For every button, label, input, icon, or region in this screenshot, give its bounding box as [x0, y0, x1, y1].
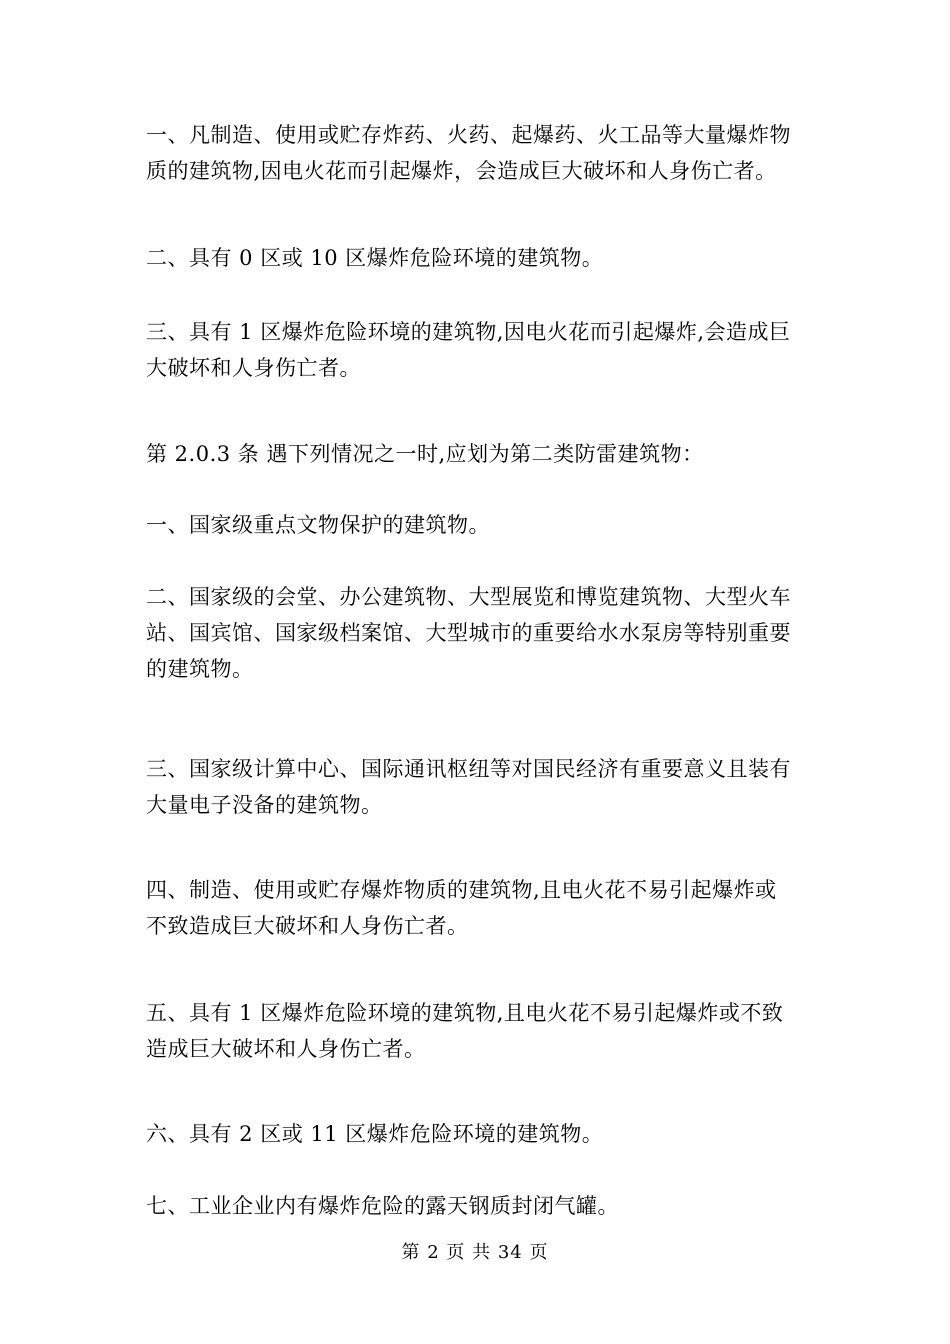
text-line: 三、具有 1 区爆炸危险环境的建筑物,因电火花而引起爆炸,会造成巨	[146, 320, 791, 344]
paragraph	[146, 314, 791, 386]
text-line: 站、国宾馆、国家级档案馆、大型城市的重要给水水泵房等特别重要	[146, 621, 791, 645]
text-line: 一、凡制造、使用或贮存炸药、火药、起爆药、火工品等大量爆炸物	[146, 123, 791, 147]
paragraph	[146, 507, 490, 543]
text-line: 质的建筑物,因电火花而引起爆炸，会造成巨大破坏和人身伤亡者。	[146, 159, 777, 183]
text-line: 造成巨大破坏和人身伤亡者。	[146, 1037, 426, 1061]
paragraph	[146, 117, 791, 189]
text-line: 不致造成巨大破坏和人身伤亡者。	[146, 914, 469, 938]
text-line: 四、制造、使用或贮存爆炸物质的建筑物,且电火花不易引起爆炸或	[146, 878, 777, 902]
text-line: 第 2.0.3 条 遇下列情况之一时,应划为第二类防雷建筑物：	[146, 442, 704, 466]
paragraph	[146, 436, 704, 472]
text-line: 的建筑物。	[146, 657, 254, 681]
paragraph	[146, 1188, 619, 1224]
text-line: 大破坏和人身伤亡者。	[146, 356, 361, 380]
text-line: 二、国家级的会堂、办公建筑物、大型展览和博览建筑物、大型火车	[146, 585, 791, 609]
text-line: 二、具有 0 区或 10 区爆炸危险环境的建筑物。	[146, 246, 604, 270]
text-line: 一、国家级重点文物保护的建筑物。	[146, 513, 490, 537]
text-line: 大量电子没备的建筑物。	[146, 793, 383, 817]
paragraph	[146, 240, 603, 276]
text-line: 三、国家级计算中心、国际通讯枢纽等对国民经济有重要意义且装有	[146, 757, 791, 781]
paragraph	[146, 579, 791, 687]
paragraph	[146, 872, 777, 944]
text-line: 五、具有 1 区爆炸危险环境的建筑物,且电火花不易引起爆炸或不致	[146, 1001, 784, 1025]
text-line: 六、具有 2 区或 11 区爆炸危险环境的建筑物。	[146, 1122, 604, 1146]
page-footer: 第 2 页 共 34 页	[401, 1242, 549, 1263]
text-line: 七、工业企业内有爆炸危险的露天钢质封闭气罐。	[146, 1194, 619, 1218]
paragraph	[146, 751, 791, 823]
paragraph	[146, 1116, 603, 1152]
paragraph	[146, 995, 783, 1067]
